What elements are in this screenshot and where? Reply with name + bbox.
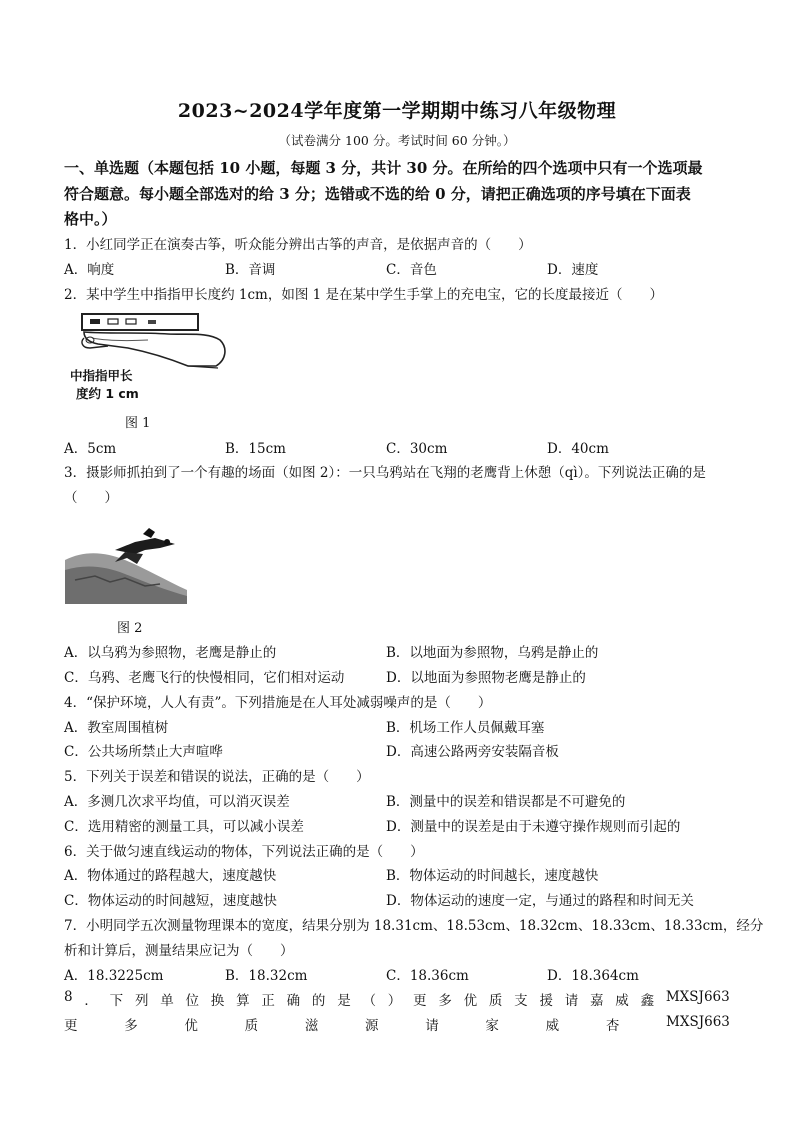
q4-option-d: D．高速公路两旁安装隔音板 [386,744,559,760]
q7-stem-line1: 7．小明同学五次测量物理课本的宽度，结果分别为 18.31cm、18.53cm、18.32cm、18.33cm、18.33cm，经分 [64,918,764,934]
q3-option-a: A．以乌鸦为参照物，老鹰是静止的 [64,645,277,661]
q6-option-c: C．物体运动的时间越短，速度越快 [64,893,277,909]
q8-row1-glyph: 列 [134,993,149,1009]
q8-row1-glyph: 请 [564,993,579,1009]
q3-option-b: B．以地面为参照物，乌鸦是静止的 [386,645,599,661]
q7-option-c: C．18.36cm [386,968,469,984]
q8-row1-glyph: 质 [488,993,503,1009]
figure-1-hand-power-bank [68,308,233,403]
q8-row1-glyph: ） [387,993,402,1009]
q8-row1-glyph: 多 [438,993,452,1009]
section-heading-line3: 格中。） [64,210,117,228]
q5-stem: 5．下列关于误差和错误的说法，正确的是（ ） [64,769,370,785]
q1-option-b: B．音调 [225,262,276,278]
section-heading-line2: 符合题意。每小题全部选对的给 3 分；选错或不选的给 0 分，请把正确选项的序号填在下面表 [64,185,691,203]
q8-row2-glyph: 更 [64,1018,78,1034]
q8-row1-glyph: 优 [463,993,478,1009]
q8-row1-glyph: 下 [109,993,124,1009]
q8-row1-glyph: 更 [413,993,427,1009]
q8-row1-glyph: 单 [160,993,174,1009]
q8-row1-glyph: 鑫 [640,993,655,1009]
q1-stem: 1．小红同学正在演奏古筝，听众能分辨出古筝的声音，是依据声音的（ ） [64,237,532,253]
q8-row1-glyph: 支 [514,993,528,1009]
q8-row2-glyph: 优 [184,1018,198,1034]
figure-1-caption-line2: 度约 1 cm [76,386,139,401]
q7-stem-line2: 析和计算后，测量结果应记为（ ） [64,943,294,959]
q8-row1-glyph: 8 [64,989,73,1005]
q8-row2-glyph: 威 [545,1018,560,1034]
q8-line2 [64,1014,730,1034]
q7-option-d: D．18.364cm [547,968,639,984]
q3-option-d: D．以地面为参照物老鹰是静止的 [386,670,586,686]
q3-option-c: C．乌鸦、老鹰飞行的快慢相同，它们相对运动 [64,670,345,686]
figure-2-crow-on-eagle-photo [65,520,187,604]
q5-option-a: A．多测几次求平均值，可以消灭误差 [64,794,290,810]
q8-row1-glyph: 换 [210,993,225,1009]
q6-option-d: D．物体运动的速度一定，与通过的路程和时间无关 [386,893,694,909]
q8-row2-glyph: 家 [485,1018,499,1034]
q8-row2-glyph: 质 [244,1018,259,1034]
q2-option-c: C．30cm [386,441,448,457]
q1-option-a: A．响度 [64,262,115,278]
q8-row1-glyph: 是 [337,993,351,1009]
q7-option-a: A．18.3225cm [64,968,164,984]
q8-row1-glyph: 正 [261,993,275,1009]
q2-stem: 2．某中学生中指指甲长度约 1cm，如图 1 是在某中学生手掌上的充电宝，它的长度最接近（ ） [64,287,664,303]
q2-option-b: B．15cm [225,441,286,457]
q8-row1-glyph: 位 [185,993,199,1009]
q2-option-a: A．5cm [64,441,117,457]
q5-option-d: D．测量中的误差是由于未遵守操作规则而引起的 [386,819,681,835]
q8-row2-glyph: 请 [425,1018,439,1034]
q6-stem: 6．关于做匀速直线运动的物体，下列说法正确的是（ ） [64,844,424,860]
q4-option-b: B．机场工作人员佩戴耳塞 [386,720,545,736]
q5-option-c: C．选用精密的测量工具，可以减小误差 [64,819,304,835]
q8-row2-glyph: 滋 [304,1018,319,1034]
q8-row1-glyph: 援 [539,993,553,1009]
q8-row1-glyph: 算 [236,993,250,1009]
q4-option-a: A．教室周围植树 [64,720,169,736]
q7-option-b: B．18.32cm [225,968,308,984]
q8-row1-glyph: 嘉 [590,993,604,1009]
exam-info: （试卷满分 100 分。考试时间 60 分钟。） [278,133,516,148]
q8-row1-glyph: ． [84,993,98,1009]
q8-row1-glyph: 威 [615,993,629,1009]
q4-option-c: C．公共场所禁止大声喧哗 [64,744,223,760]
q8-row2-glyph: MXSJ663 [666,1014,730,1030]
q8-row1-glyph: 的 [311,993,326,1009]
q8-row2-glyph: 源 [365,1018,379,1034]
q2-option-d: D．40cm [547,441,609,457]
figure-1-caption-line1: 中指指甲长 [70,368,133,383]
q5-option-b: B．测量中的误差和错误都是不可避免的 [386,794,626,810]
q8-row1-glyph: 确 [286,993,301,1009]
q3-stem-line2: （ ） [64,490,118,506]
q6-option-b: B．物体运动的时间越长，速度越快 [386,868,599,884]
q1-option-c: C．音色 [386,262,437,278]
q8-row2-glyph: 杏 [605,1018,620,1034]
figure-2-label: 图 2 [117,621,143,636]
page-title: 2023~2024学年度第一学期期中练习八年级物理 [177,100,617,122]
q6-option-a: A．物体通过的路程越大，速度越快 [64,868,277,884]
q4-stem: 4．“保护环境，人人有责”。下列措施是在人耳处减弱噪声的是（ ） [64,695,492,711]
figure-1-label: 图 1 [125,416,151,431]
section-heading-line1: 一、单选题（本题包括 10 小题，每题 3 分，共计 30 分。在所给的四个选项中只有一个选项最 [64,159,703,177]
q1-option-d: D．速度 [547,262,599,278]
q8-line1 [64,989,730,1009]
q8-row1-glyph: （ [362,993,376,1009]
q3-stem-line1: 3．摄影师抓拍到了一个有趣的场面（如图 2）：一只乌鸦站在飞翔的老鹰背上休憩（qì）。下列说法正确的是 [64,465,706,481]
q8-row1-glyph: MXSJ663 [665,989,730,1005]
q8-row2-glyph: 多 [124,1018,138,1034]
